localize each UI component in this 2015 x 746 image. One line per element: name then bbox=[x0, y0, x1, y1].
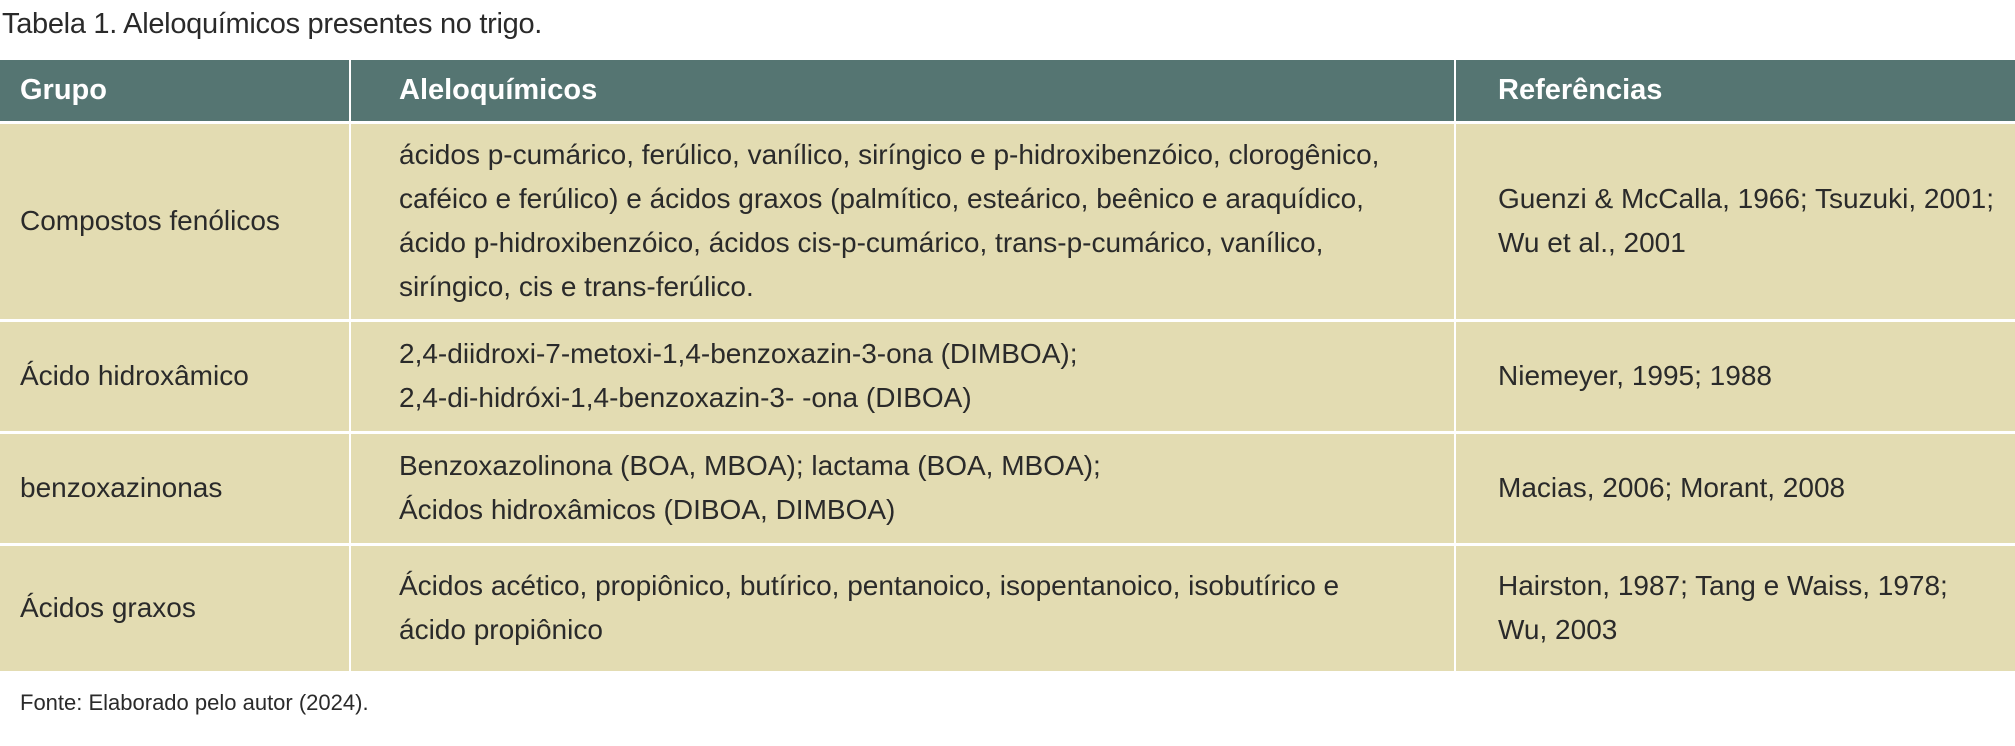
group-cell: benzoxazinonas bbox=[0, 432, 350, 544]
allelochemicals-table bbox=[0, 60, 2015, 671]
cell-line: Wu, 2003 bbox=[1498, 614, 1618, 646]
table-row bbox=[0, 122, 2015, 320]
cell-line: Hairston, 1987; Tang e Waiss, 1978; bbox=[1498, 570, 1948, 602]
group-cell: Ácido hidroxâmico bbox=[0, 320, 350, 432]
references-cell bbox=[1455, 122, 2015, 320]
cell-line: 2,4-di-hidróxi-1,4-benzoxazin-3- -ona (DIBOA) bbox=[399, 382, 972, 413]
table-row bbox=[0, 320, 2015, 432]
allelochemicals-cell bbox=[350, 320, 1455, 432]
group-cell: Ácidos graxos bbox=[0, 544, 350, 671]
references-cell bbox=[1455, 432, 2015, 544]
group-cell: Compostos fenólicos bbox=[0, 122, 350, 320]
table-caption: Tabela 1. Aleloquímicos presentes no trigo. bbox=[2, 8, 543, 40]
cell-line: Ácidos acético, propiônico, butírico, pentanoico, isopentanoico, isobutírico e bbox=[399, 570, 1340, 602]
cell-line: Macias, 2006; Morant, 2008 bbox=[1498, 472, 1846, 503]
cell-line: Niemeyer, 1995; 1988 bbox=[1498, 360, 1772, 391]
cell-line: Ácidos hidroxâmicos (DIBOA, DIMBOA) bbox=[399, 494, 896, 525]
header-referencias: Referências bbox=[1455, 60, 2015, 122]
cell-line: ácidos p-cumárico, ferúlico, vanílico, siríngico e p-hidroxibenzóico, clorogênico, bbox=[399, 139, 1380, 170]
references-cell bbox=[1455, 544, 2015, 671]
references-cell bbox=[1455, 320, 2015, 432]
cell-line: Guenzi & McCalla, 1966; Tsuzuki, 2001; bbox=[1498, 183, 1994, 214]
allelochemicals-cell bbox=[350, 544, 1455, 671]
cell-line: caféico e ferúlico) e ácidos graxos (palmítico, esteárico, beênico e araquídico, bbox=[399, 183, 1364, 214]
cell-line: Benzoxazolinona (BOA, MBOA); lactama (BOA, MBOA); bbox=[399, 450, 1101, 481]
allelochemicals-cell bbox=[350, 432, 1455, 544]
allelochemicals-cell bbox=[350, 122, 1455, 320]
cell-line: ácido propiônico bbox=[399, 614, 603, 646]
header-grupo: Grupo bbox=[0, 60, 350, 122]
cell-line: ácido p-hidroxibenzóico, ácidos cis-p-cumárico, trans-p-cumárico, vanílico, bbox=[399, 227, 1324, 258]
table-row bbox=[0, 544, 2015, 671]
source-note: Fonte: Elaborado pelo autor (2024). bbox=[20, 690, 369, 715]
table-header-row bbox=[0, 60, 2015, 122]
cell-line: Wu et al., 2001 bbox=[1498, 227, 1686, 258]
cell-line: siríngico, cis e trans-ferúlico. bbox=[399, 271, 754, 302]
table-row bbox=[0, 432, 2015, 544]
cell-line: 2,4-diidroxi-7-metoxi-1,4-benzoxazin-3-ona (DIMBOA); bbox=[399, 338, 1078, 369]
header-aleloquimicos: Aleloquímicos bbox=[350, 60, 1455, 122]
